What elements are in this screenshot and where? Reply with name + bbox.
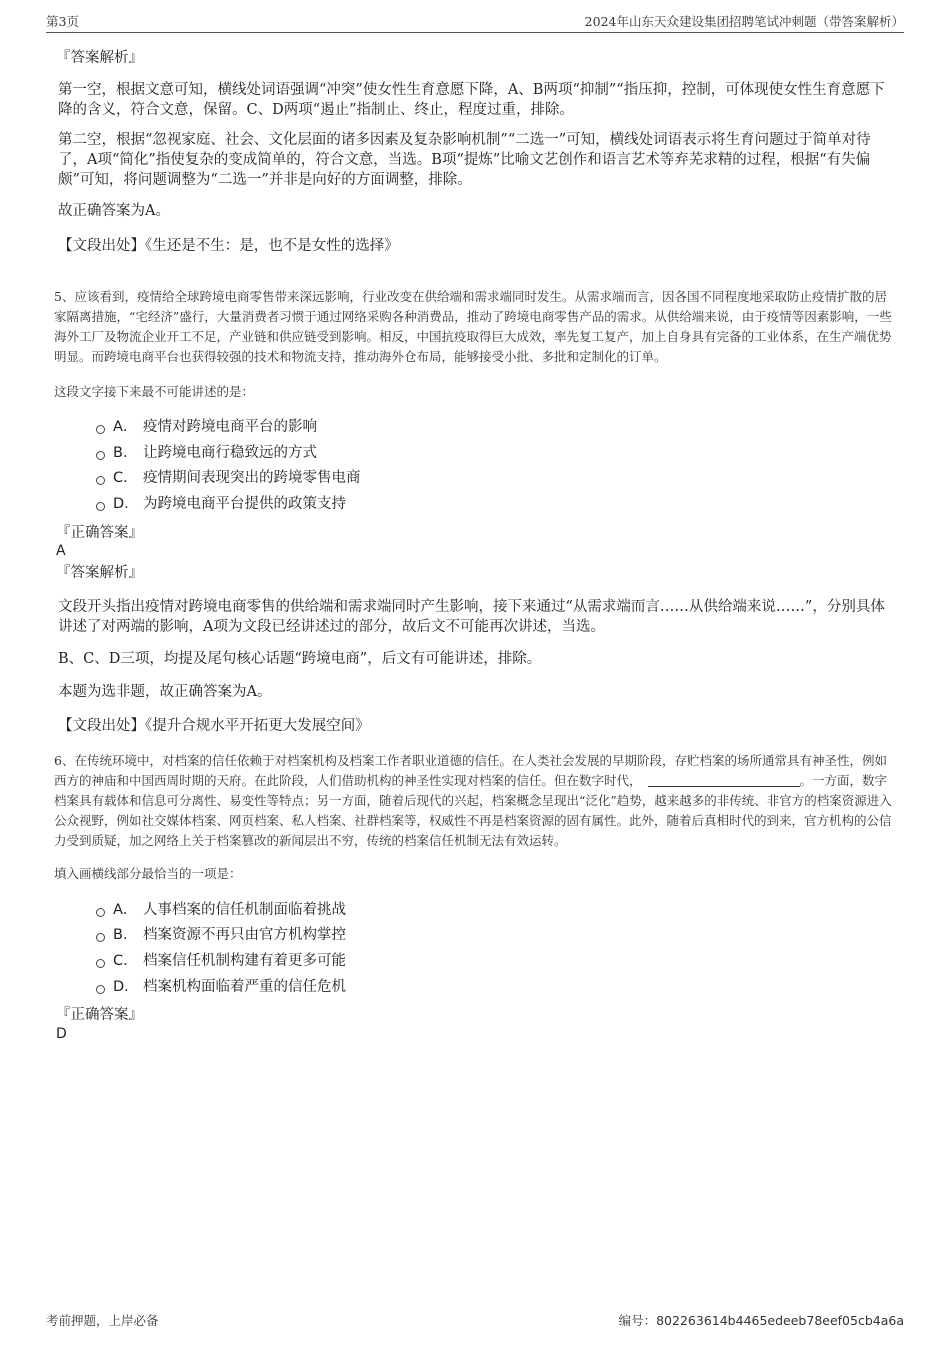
q6-option-b[interactable]: B． 档案资源不再只由官方机构掌控 (96, 924, 346, 946)
q6-prompt: 填入画横线部分最恰当的一项是： (54, 866, 242, 881)
q4-analysis-tag: 『答案解析』 (56, 50, 143, 66)
radio-icon[interactable] (96, 476, 105, 485)
footer-slogan: 考前押题，上岸必备 (46, 1313, 159, 1328)
q4-analysis-paragraph-2: 第二空，根据“忽视家庭、社会、文化层面的诸多因素及复杂影响机制”“二选一”可知，横线处词语表示将生育问题过于简单对待了，A项“简化”指使复杂的变成简单的，符合文意，当选。B项“提炼”比喻文艺创作和语言艺术等弃芜求精的过程，根据“有失偏颇”可知，将问题调整为“二选一”并非是向好的方面调整，排除。 (58, 132, 871, 188)
page-footer (46, 1313, 904, 1331)
q5-analysis-paragraph-2: B、C、D三项，均提及尾句核心话题“跨境电商”，后文有可能讲述，排除。 (58, 651, 542, 667)
document-id: 编号：802263614b4465edeeb78eef05cb4a6a (618, 1313, 904, 1328)
radio-icon[interactable] (96, 959, 105, 968)
q5-option-a[interactable]: A． 疫情对跨境电商平台的影响 (96, 416, 317, 438)
q6-answer-tag: 『正确答案』 (56, 1007, 143, 1023)
fill-in-blank (648, 774, 800, 787)
radio-icon[interactable] (96, 425, 105, 434)
radio-icon[interactable] (96, 451, 105, 460)
radio-icon[interactable] (96, 502, 105, 511)
q5-analysis-paragraph-1: 文段开头指出疫情对跨境电商零售的供给端和需求端同时产生影响，接下来通过“从需求端而言……从供给端来说……”，分别具体讲述了对两端的影响，A项为文段已经讲述过的部分，故后文不可能再次讲述，当选。 (58, 599, 885, 635)
radio-icon[interactable] (96, 933, 105, 942)
q5-analysis-paragraph-3: 本题为选非题，故正确答案为A。 (58, 684, 272, 700)
page-number: 第3页 (46, 14, 79, 29)
page-header (46, 14, 904, 33)
q5-analysis-tag: 『答案解析』 (56, 565, 143, 581)
q6-option-d[interactable]: D． 档案机构面临着严重的信任危机 (96, 976, 346, 998)
q4-analysis-paragraph-3: 故正确答案为A。 (58, 203, 170, 219)
q5-stem: 5、应该看到，疫情给全球跨境电商零售带来深远影响，行业改变在供给端和需求端同时发生。从需求端而言，因各国不同程度地采取防止疫情扩散的居家隔离措施，“宅经济”盛行，大量消费者习惯于通过网络采购各种消费品，推动了跨境电商零售产品的需求。从供给端来说，由于疫情等因素影响，一些海外工厂及物流企业开工不足，产业链和供应链受到影响。相反，中国抗疫取得巨大成效，率先复工复产，加上自身具有完备的工业体系，在生产端优势明显。而跨境电商平台也获得较强的技术和物流支持，推动海外仓布局，能够接受小批、多批和定制化的订单。 (54, 289, 892, 364)
radio-icon[interactable] (96, 985, 105, 994)
q5-option-b[interactable]: B． 让跨境电商行稳致远的方式 (96, 442, 317, 464)
q5-source: 【文段出处】《提升合规水平开拓更大发展空间》 (58, 718, 370, 734)
document-title: 2024年山东天众建设集团招聘笔试冲刺题（带答案解析） (584, 14, 904, 29)
radio-icon[interactable] (96, 908, 105, 917)
q4-source: 【文段出处】《生还是不生：是，也不是女性的选择》 (58, 238, 399, 254)
q5-answer-tag: 『正确答案』 (56, 525, 143, 541)
q4-analysis-paragraph-1: 第一空，根据文意可知，横线处词语强调“冲突”使女性生育意愿下降，A、B两项“抑制”“指压抑，控制，可体现使女性生育意愿下降的含义，符合文意，保留。C、D两项“遏止”指制止、终止，程度过重，排除。 (58, 82, 885, 118)
q5-prompt: 这段文字接下来最不可能讲述的是： (54, 384, 255, 399)
q5-option-d[interactable]: D． 为跨境电商平台提供的政策支持 (96, 493, 346, 515)
q6-option-a[interactable]: A． 人事档案的信任机制面临着挑战 (96, 899, 346, 921)
q5-option-c[interactable]: C． 疫情期间表现突出的跨境零售电商 (96, 467, 361, 489)
q6-option-c[interactable]: C． 档案信任机制构建有着更多可能 (96, 950, 346, 972)
q5-answer: A (56, 543, 66, 559)
q6-stem: 6、在传统环境中，对档案的信任依赖于对档案机构及档案工作者职业道德的信任。在人类社会发展的早期阶段，存贮档案的场所通常具有神圣性，例如西方的神庙和中国西周时期的天府。在此阶段，人们借助机构的神圣性实现对档案的信任。但在数字时代， 。一方面，数字档案具有载体和信息可分离性、易变性等特点；另一方面，随着后现代的兴起，档案概念呈现出“泛化”趋势，越来越多的非传统、非官方的档案资源进入公众视野，例如社交媒体档案、网页档案、私人档案、社群档案等，权威性不再是档案资源的固有属性。此外，随着后真相时代的到来，官方机构的公信力受到质疑，加之网络上关于档案篡改的新闻层出不穷，传统的档案信任机制无法有效运转。 (54, 753, 892, 848)
q6-answer: D (56, 1026, 67, 1042)
